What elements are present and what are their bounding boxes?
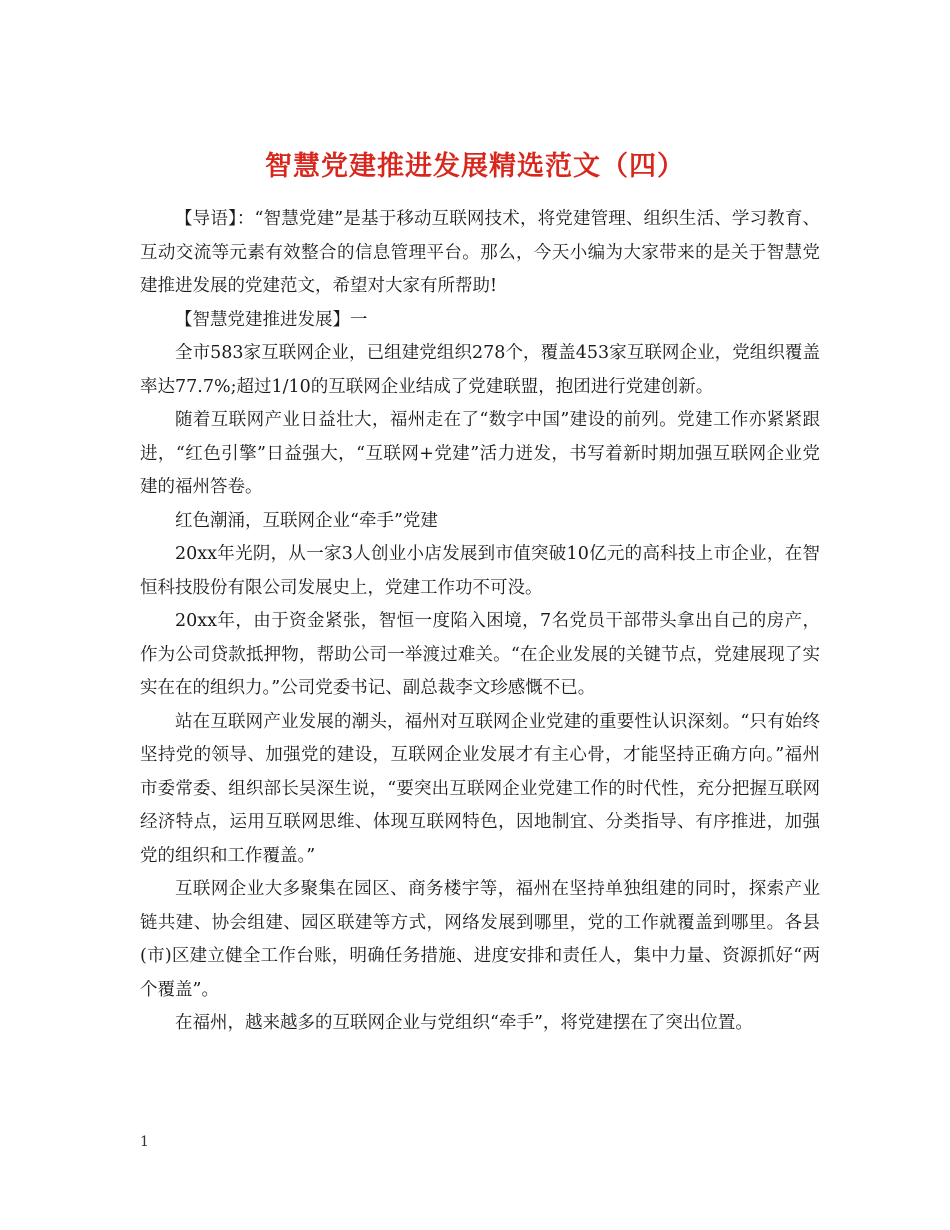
paragraph-subheading: 红色潮涌，互联网企业“牵手”党建 <box>175 510 438 531</box>
paragraph-section-heading: 【智慧党建推进发展】一 <box>175 309 368 330</box>
document-body <box>140 203 820 1041</box>
paragraph-coverage-methods: 互联网企业大多聚集在园区、商务楼宇等，福州在坚持单独组建的同时，探索产业链共建、协会组建、园区联建等方式，网络发展到哪里，党的工作就覆盖到哪里。各县(市)区建立健全工作台账，明确任务措施、进度安排和责任人，集中力量、资源抓好“两个覆盖”。 <box>140 879 820 1000</box>
paragraph-zhiheng-crisis: 20xx年，由于资金紧张，智恒一度陷入困境，7名党员干部带头拿出自己的房产，作为公司贷款抵押物，帮助公司一举渡过难关。“在企业发展的关键节点，党建展现了实实在在的组织力。”公司党委书记、副总裁李文珍感慨不已。 <box>140 611 820 698</box>
paragraph-zhiheng-history: 20xx年光阴，从一家3人创业小店发展到市值突破10亿元的高科技上市企业，在智恒科技股份有限公司发展史上，党建工作功不可没。 <box>140 544 820 598</box>
paragraph-statistics: 全市583家互联网企业，已组建党组织278个，覆盖453家互联网企业，党组织覆盖率达77.7%;超过1/10的互联网企业结成了党建联盟，抱团进行党建创新。 <box>140 343 820 397</box>
page-number: 1 <box>140 1134 149 1150</box>
paragraph-fuzhou-leadership: 站在互联网产业发展的潮头，福州对互联网企业党建的重要性认识深刻。“只有始终坚持党的领导、加强党的建设，互联网企业发展才有主心骨，才能坚持正确方向。”福州市委常委、组织部长吴深生说，“要突出互联网企业党建工作的时代性，充分把握互联网经济特点，运用互联网思维、体现互联网特色，因地制宜、分类指导、有序推进，加强党的组织和工作覆盖。” <box>140 711 820 866</box>
paragraph-closing: 在福州，越来越多的互联网企业与党组织“牵手”，将党建摆在了突出位置。 <box>175 1013 753 1033</box>
paragraph-digital-china: 随着互联网产业日益壮大，福州走在了“数字中国”建设的前列。党建工作亦紧紧跟进，“红色引擎”日益强大，“互联网+党建”活力迸发，书写着新时期加强互联网企业党建的福州答卷。 <box>140 410 820 497</box>
paragraph-intro: 【导语】：“智慧党建”是基于移动互联网技术，将党建管理、组织生活、学习教育、互动交流等元素有效整合的信息管理平台。那么，今天小编为大家带来的是关于智慧党建推进发展的党建范文，希望对大家有所帮助! <box>140 209 820 296</box>
document-title: 智慧党建推进发展精选范文（四） <box>265 151 685 183</box>
